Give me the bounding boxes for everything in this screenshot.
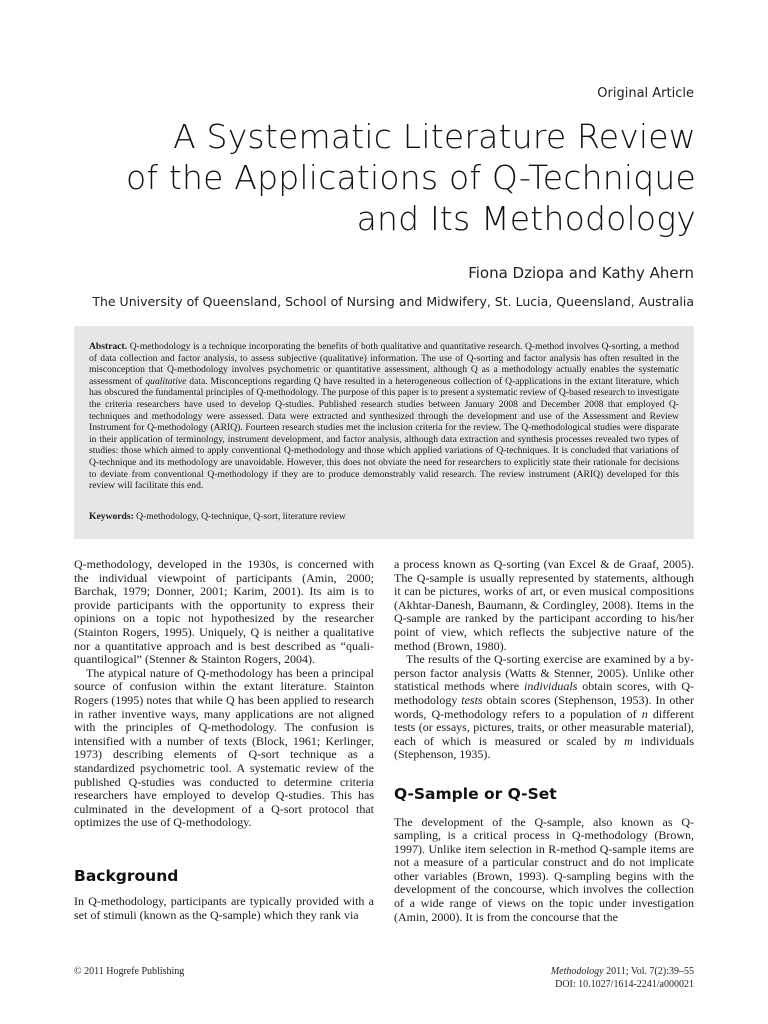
doi: DOI: 10.1027/1614-2241/a000021 — [555, 978, 694, 990]
abstract-text — [89, 341, 679, 492]
keywords-label: Keywords: — [89, 511, 134, 522]
abstract-box — [74, 326, 694, 539]
left-paragraph-1: Q-methodology, developed in the 1930s, is concerned with the individual viewpoint of participants (Amin, 2000; Barchak, 1979; Donner, 2001; Karim, 2001). Its aim is to provide participants with the opportunity to express their opinions on a topic not hypothesized by the researcher (Stainton Rogers, 1995). Uniquely, Q is neither a qualitative nor a quantitative approach and is best described as “quali-quantilogical” (Stenner & Stainton Rogers, 2004). — [74, 557, 374, 667]
copyright: © 2011 Hogrefe Publishing — [74, 966, 185, 977]
right-paragraph-3: The development of the Q-sample, also known as Q-sampling, is a critical process in Q-methodology (Brown, 1997). Unlike item selection in R-method Q-sample items are not a measure of a particular construct and do not implicate other variables (Brown, 1993). Q-sampling begins with the development of the concourse, which involves the collection of a wide range of views on the topic under investigation (Amin, 2000). It is from the concourse that the — [394, 814, 694, 924]
background-heading: Background — [74, 866, 179, 885]
emphasis-m: m — [624, 733, 633, 748]
emphasis-tests: tests — [461, 692, 483, 707]
right-paragraph-2-part-b: obtain scores, with Q-methodology — [394, 679, 694, 707]
abstract-label: Abstract. — [89, 341, 128, 352]
emphasis-individuals: individuals — [524, 679, 578, 694]
right-paragraph-2-part-c: obtain scores (Stephenson, 1953). In other words, Q-methodology refers to a population of — [394, 692, 695, 721]
journal-citation — [551, 966, 694, 991]
emphasis-n: n — [641, 706, 648, 721]
title-line-2: of the Applications of Q-Technique — [125, 158, 696, 197]
right-paragraph-1: a process known as Q-sorting (van Excel & de Graaf, 2005). The Q-sample is usually represented by statements, although it can be pictures, works of art, or even musical compositions (Akhtar-Danesh, Baumann, & Cordingley, 2008). Items in the Q-sample are ranked by the participant according to his/her point of view, which reflects the subjective nature of the method (Brown, 1980). — [394, 557, 694, 653]
affiliation: The University of Queensland, School of Nursing and Midwifery, St. Lucia, Queensland, Australia — [92, 294, 694, 309]
right-paragraph-2 — [394, 653, 694, 762]
title-line-3: and Its Methodology — [356, 199, 696, 238]
abstract-body-1: Q-methodology is a technique incorporating the benefits of both qualitative and quantitative research. Q-method involves Q-sorting, a method of data collection and factor analysis, to assess subjective (qualitative) information. The use of Q-sorting and factor analysis has often resulted in the misconception that Q-methodology involves psychometric or quantitative assessment, although Q as a methodology actually enables the systematic assessment of — [89, 341, 679, 387]
left-paragraph-2: The atypical nature of Q-methodology has been a principal source of confusion within the extant literature. Stainton Rogers (1995) notes that while Q has been applied to research in rather inventive ways, many applications are not aligned with the principles of Q-methodology. The confusion is intensified with a number of texts (Block, 1961; Kerlinger, 1973) describing elements of Q-sort technique as a standardized psychometric tool. A systematic review of the published Q-studies was conducted to determine criteria researchers have employed to develop Q-studies. This has culminated in the development of a Q-sort protocol that optimizes the use of Q-methodology. — [74, 665, 374, 830]
authors: Fiona Dziopa and Kathy Ahern — [468, 264, 694, 282]
right-paragraph-2-part-e: individuals (Stephenson, 1935). — [394, 733, 694, 762]
right-paragraph-2-part-d: different tests (or essays, pictures, traits, or other measurable material), each of which is measured or scaled by — [394, 706, 695, 748]
keywords-list: Q-methodology, Q-technique, Q-sort, literature review — [136, 511, 346, 522]
q-sample-heading: Q-Sample or Q-Set — [394, 784, 557, 803]
article-title — [56, 116, 696, 239]
left-column — [74, 558, 374, 923]
title-line-1: A Systematic Literature Review — [173, 117, 696, 156]
right-paragraph-2-part-a: The results of the Q-sorting exercise are examined by a by-person factor analysis (Watts & Stenner, 2005). Unlike other statistical methods where — [394, 652, 694, 694]
journal-line — [551, 966, 694, 979]
abstract-emphasis: qualitative — [145, 375, 187, 387]
abstract-body-2: data. Misconceptions regarding Q have resulted in a heterogeneous collection of Q-applications in the extant literature, which has obscured the fundamental principles of Q-methodology. The purpose of this paper is to present a systematic review of Q-based research to investigate the criteria researchers have used to develop Q-studies. Published research studies between January 2008 and December 2008 that employed Q-techniques and methodology were assessed. Data were extracted and synthesized through the development and use of the Assessment and Review Instrument for Q-methodology (ARIQ). Fourteen research studies met the inclusion criteria for the review. The Q-methodological studies were disparate in their application of terminology, instrument development, and factor analysis, although data extraction and synthesis processes revealed two types of studies: those which aimed to apply conventional Q-methodology and those which applied variations of Q-techniques. It is concluded that variations of Q-technique and its methodology are unavoidable. However, this does not obviate the need for researchers to explicitly state their rationale for decisions to deviate from conventional Q-methodology if they are to produce demonstrably valid research. The review instrument (ARIQ) developed for this review will facilitate this end. — [89, 375, 680, 492]
journal-volume: 2011; Vol. 7(2):39–55 — [603, 966, 694, 977]
article-type-label: Original Article — [597, 86, 694, 101]
keywords — [89, 511, 346, 522]
right-column — [394, 558, 694, 924]
left-paragraph-3: In Q-methodology, participants are typically provided with a set of stimuli (known as the Q-sample) which they rank via — [74, 894, 374, 923]
journal-name: Methodology — [550, 966, 604, 977]
